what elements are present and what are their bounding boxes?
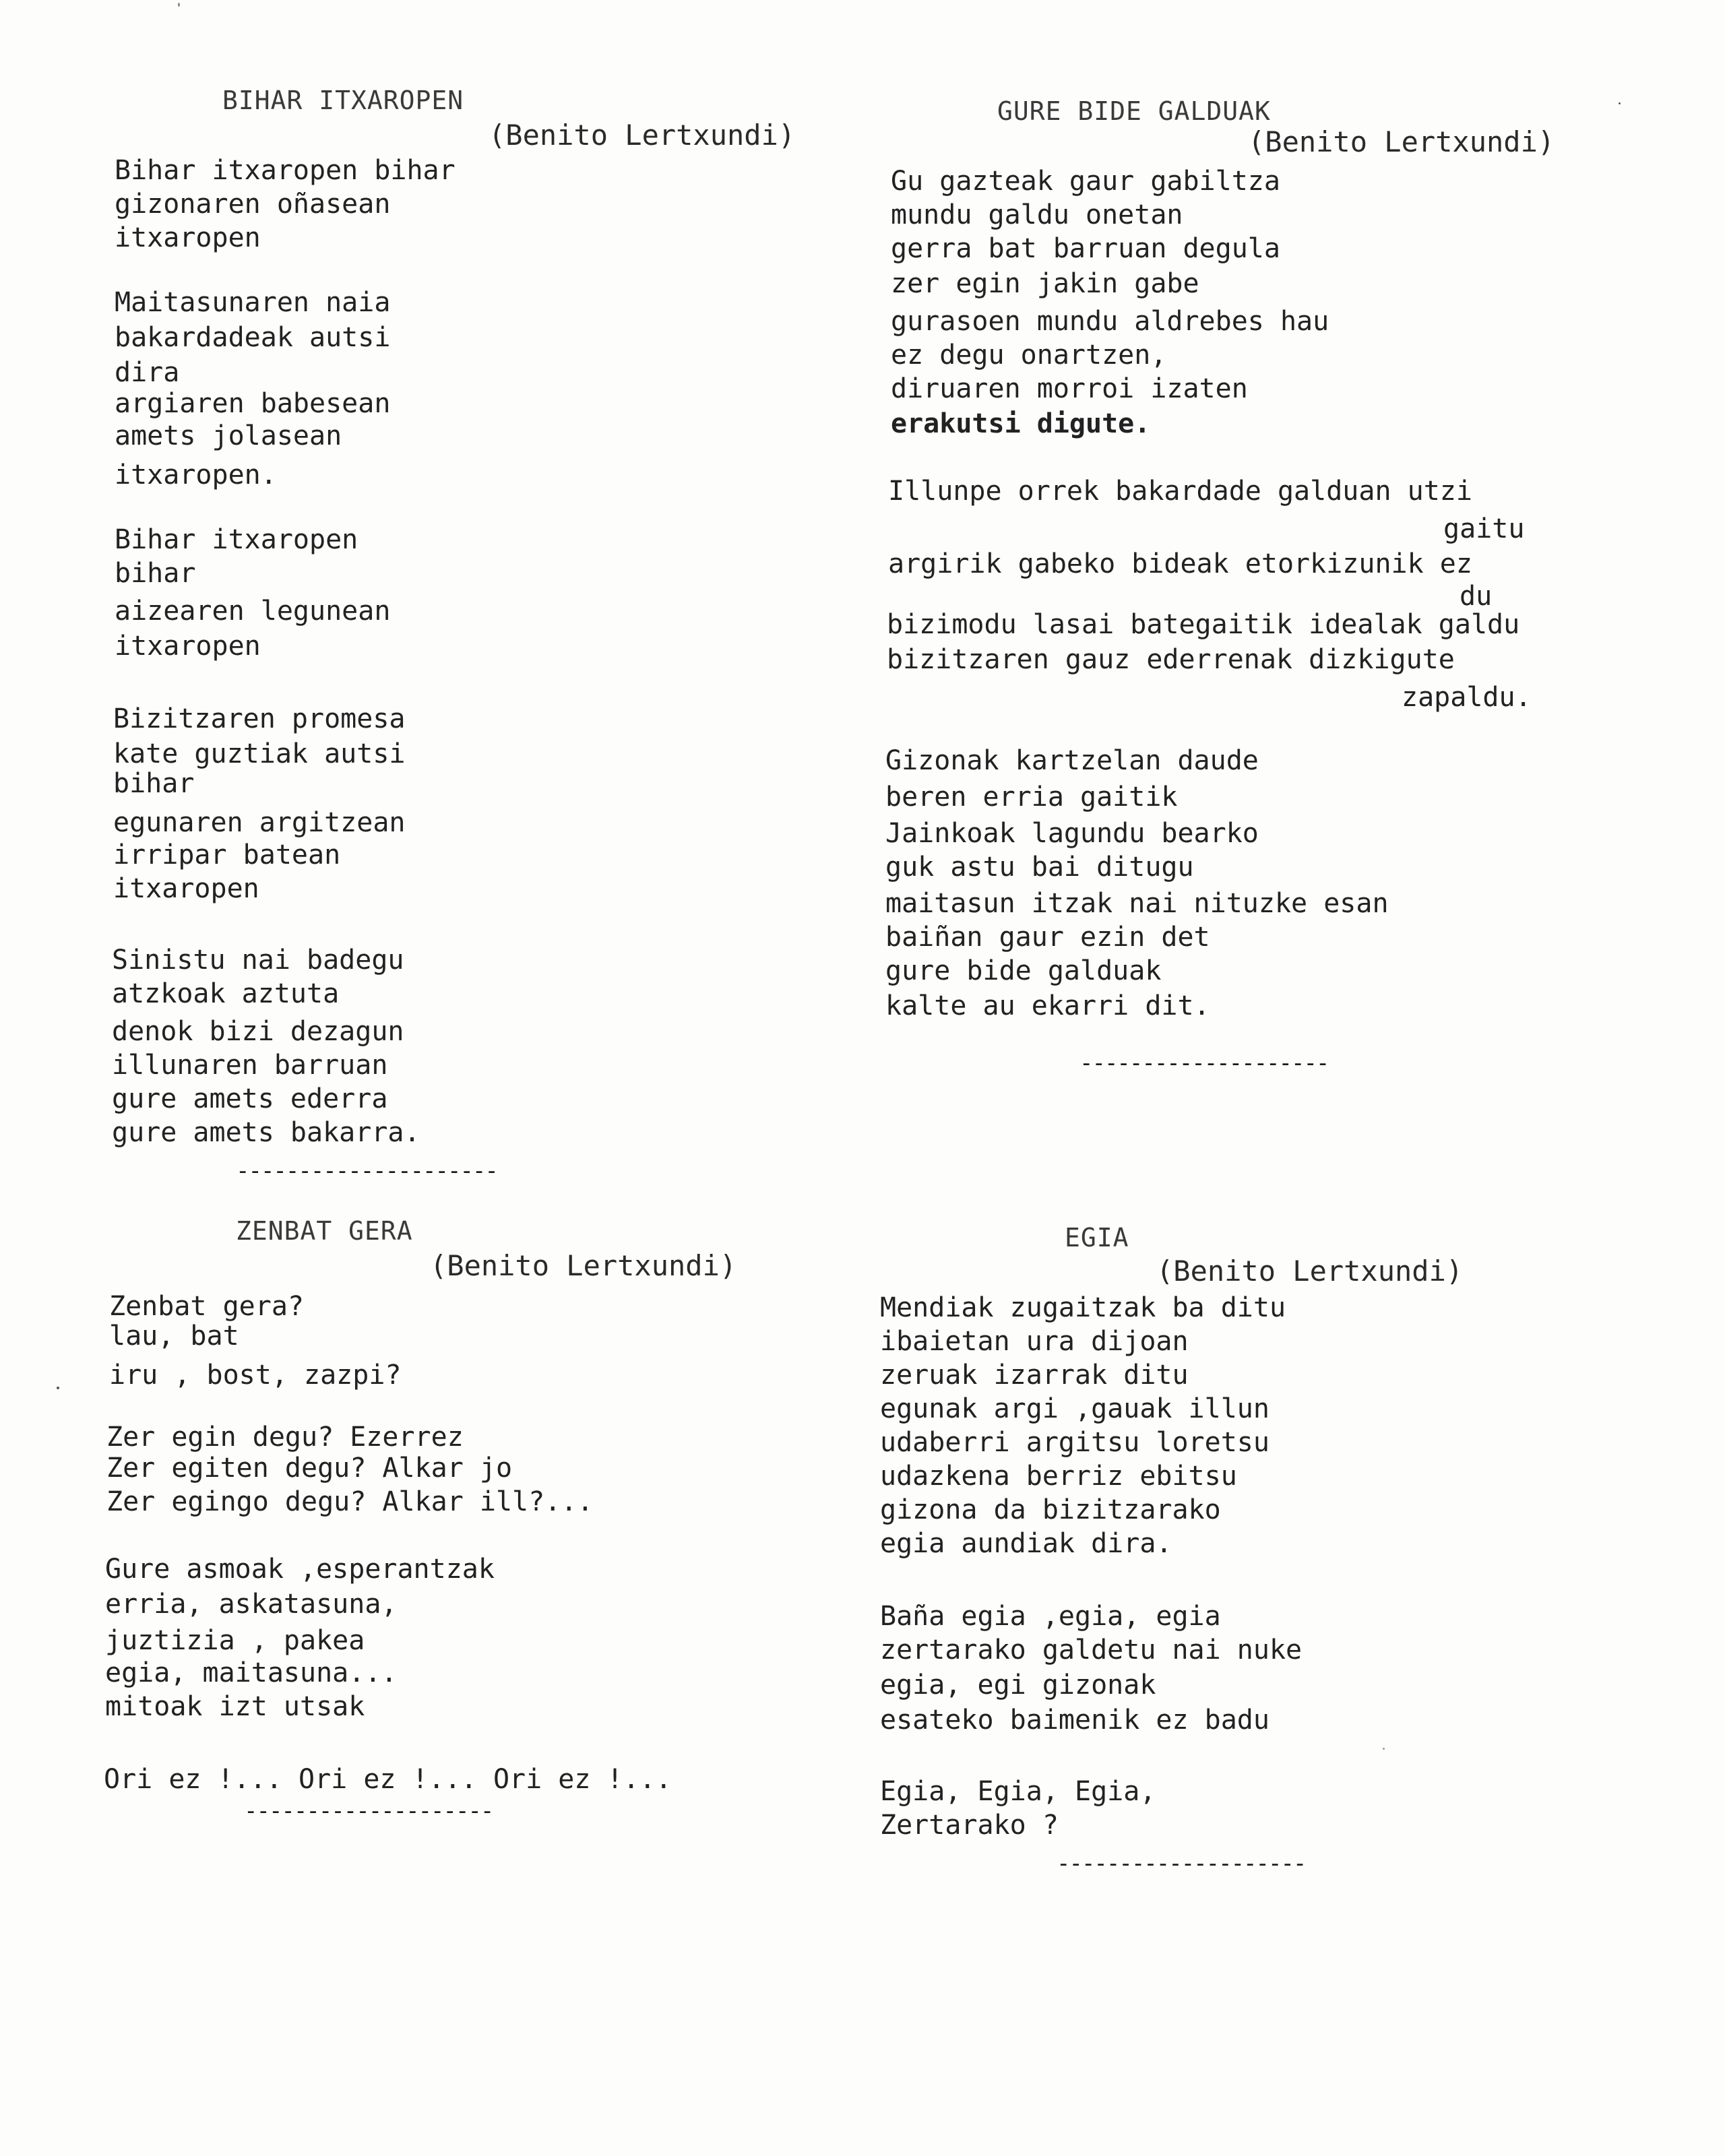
verse-line: atzkoak aztuta <box>112 978 340 1009</box>
verse-line: Gure asmoak ,esperantzak <box>105 1554 495 1585</box>
verse-line: Sinistu nai badegu <box>112 945 404 976</box>
verse-line: zer egin jakin gabe <box>891 268 1199 299</box>
verse-line: Egia, Egia, Egia, <box>880 1776 1156 1807</box>
verse-line: gure bide galduak <box>885 955 1162 986</box>
verse-line: dira <box>115 357 180 388</box>
verse-line: egia, egi gizonak <box>880 1670 1156 1701</box>
verse-line: aizearen legunean <box>115 596 391 627</box>
verse-line: kalte au ekarri dit. <box>885 990 1210 1021</box>
verse-line: Jainkoak lagundu bearko <box>885 818 1259 849</box>
verse-line: Zenbat gera? <box>109 1291 304 1322</box>
verse-line: itxaropen <box>113 873 259 904</box>
verse-line: gerra bat barruan degula <box>891 233 1280 264</box>
poem-author: (Benito Lertxundi) <box>1248 125 1555 158</box>
poem-author: (Benito Lertxundi) <box>489 119 796 152</box>
verse-line: itxaropen. <box>115 459 277 490</box>
verse-line: ibaietan ura dijoan <box>880 1326 1189 1357</box>
verse-line: Bizitzaren promesa <box>113 703 406 734</box>
poem-title: BIHAR ITXAROPEN <box>222 86 464 115</box>
verse-line: diruaren morroi izaten <box>891 373 1248 404</box>
separator-rule: -------------------- <box>1057 1850 1306 1877</box>
verse-line: Zer egin degu? Ezerrez <box>106 1422 464 1453</box>
verse-line: irripar batean <box>113 839 341 870</box>
verse-line: mundu galdu onetan <box>891 199 1183 230</box>
verse-line: Zertarako ? <box>880 1810 1059 1841</box>
verse-line: gurasoen mundu aldrebes hau <box>891 306 1329 337</box>
verse-line: beren erria gaitik <box>885 782 1178 813</box>
verse-line: itxaropen <box>115 631 261 662</box>
verse-line: denok bizi dezagun <box>112 1016 404 1047</box>
scan-speck <box>1383 1748 1385 1750</box>
verse-line: bizitzaren gauz ederrenak dizkigute <box>887 644 1455 675</box>
verse-line: baiñan gaur ezin det <box>885 922 1210 953</box>
verse-line: illunaren barruan <box>112 1050 388 1081</box>
verse-line: bizimodu lasai bategaitik idealak galdu <box>887 609 1520 640</box>
verse-line: egia aundiak dira. <box>880 1528 1172 1559</box>
verse-line: ez degu onartzen, <box>891 340 1167 371</box>
poem-title: EGIA <box>1065 1223 1129 1253</box>
verse-line: maitasun itzak nai nituzke esan <box>885 888 1389 919</box>
verse-line: Mendiak zugaitzak ba ditu <box>880 1292 1286 1323</box>
verse-line: bihar <box>113 768 195 799</box>
verse-line: juztizia , pakea <box>105 1625 365 1656</box>
verse-line: mitoak izt utsak <box>105 1691 365 1722</box>
poem-author: (Benito Lertxundi) <box>430 1249 737 1282</box>
verse-line: gure amets ederra <box>112 1083 388 1114</box>
verse-line: argiaren babesean <box>115 388 391 419</box>
verse-line: esateko baimenik ez badu <box>880 1705 1269 1736</box>
verse-line: lau, bat <box>109 1321 239 1352</box>
verse-line: gizonaren oñasean <box>115 189 391 220</box>
verse-line: Bihar itxaropen bihar <box>115 155 456 186</box>
verse-line: udaberri argitsu loretsu <box>880 1427 1269 1458</box>
verse-line: amets jolasean <box>115 420 342 451</box>
verse-line-continuation: gaitu <box>1443 513 1525 544</box>
verse-line: gure amets bakarra. <box>112 1117 420 1148</box>
verse-line: itxaropen <box>115 222 261 253</box>
verse-line: Maitasunaren naia <box>115 287 391 318</box>
verse-line: egunak argi ,gauak illun <box>880 1393 1269 1424</box>
poem-title: GURE BIDE GALDUAK <box>997 96 1271 126</box>
verse-line: iru , bost, zazpi? <box>109 1360 402 1391</box>
verse-line: udazkena berriz ebitsu <box>880 1461 1237 1492</box>
verse-line: Illunpe orrek bakardade galduan utzi <box>888 476 1472 507</box>
verse-line: argirik gabeko bideak etorkizunik ez <box>888 548 1472 579</box>
verse-line: Zer egiten degu? Alkar jo <box>106 1453 513 1484</box>
separator-rule: -------------------- <box>1079 1050 1329 1077</box>
scan-speck <box>1619 102 1621 104</box>
verse-line: egunaren argitzean <box>113 807 406 838</box>
verse-line: Zer egingo degu? Alkar ill?... <box>106 1486 594 1517</box>
verse-line: Ori ez !... Ori ez !... Ori ez !... <box>104 1764 672 1795</box>
verse-line: Bihar itxaropen <box>115 524 358 555</box>
poem-title: ZENBAT GERA <box>236 1216 413 1246</box>
verse-line: erria, askatasuna, <box>105 1589 398 1620</box>
verse-line: gizona da bizitzarako <box>880 1494 1221 1525</box>
verse-line: bakardadeak autsi <box>115 322 391 353</box>
verse-line: Baña egia ,egia, egia <box>880 1601 1221 1632</box>
verse-line: bihar <box>115 558 196 589</box>
verse-line: egia, maitasuna... <box>105 1657 398 1688</box>
verse-line: Gizonak kartzelan daude <box>885 745 1259 776</box>
separator-rule: -------------------- <box>244 1798 493 1825</box>
verse-line: guk astu bai ditugu <box>885 852 1194 883</box>
verse-line: zeruak izarrak ditu <box>880 1360 1189 1391</box>
verse-line-continuation: zapaldu. <box>1402 682 1532 713</box>
verse-line: kate guztiak autsi <box>113 738 406 769</box>
verse-line: erakutsi digute. <box>891 408 1151 439</box>
scan-speck <box>178 3 180 7</box>
poem-author: (Benito Lertxundi) <box>1156 1255 1464 1288</box>
scan-speck <box>57 1387 59 1389</box>
separator-rule: --------------------- <box>236 1158 497 1184</box>
verse-line: zertarako galdetu nai nuke <box>880 1635 1303 1666</box>
verse-line: Gu gazteak gaur gabiltza <box>891 166 1280 197</box>
verse-line-continuation: du <box>1460 581 1493 612</box>
